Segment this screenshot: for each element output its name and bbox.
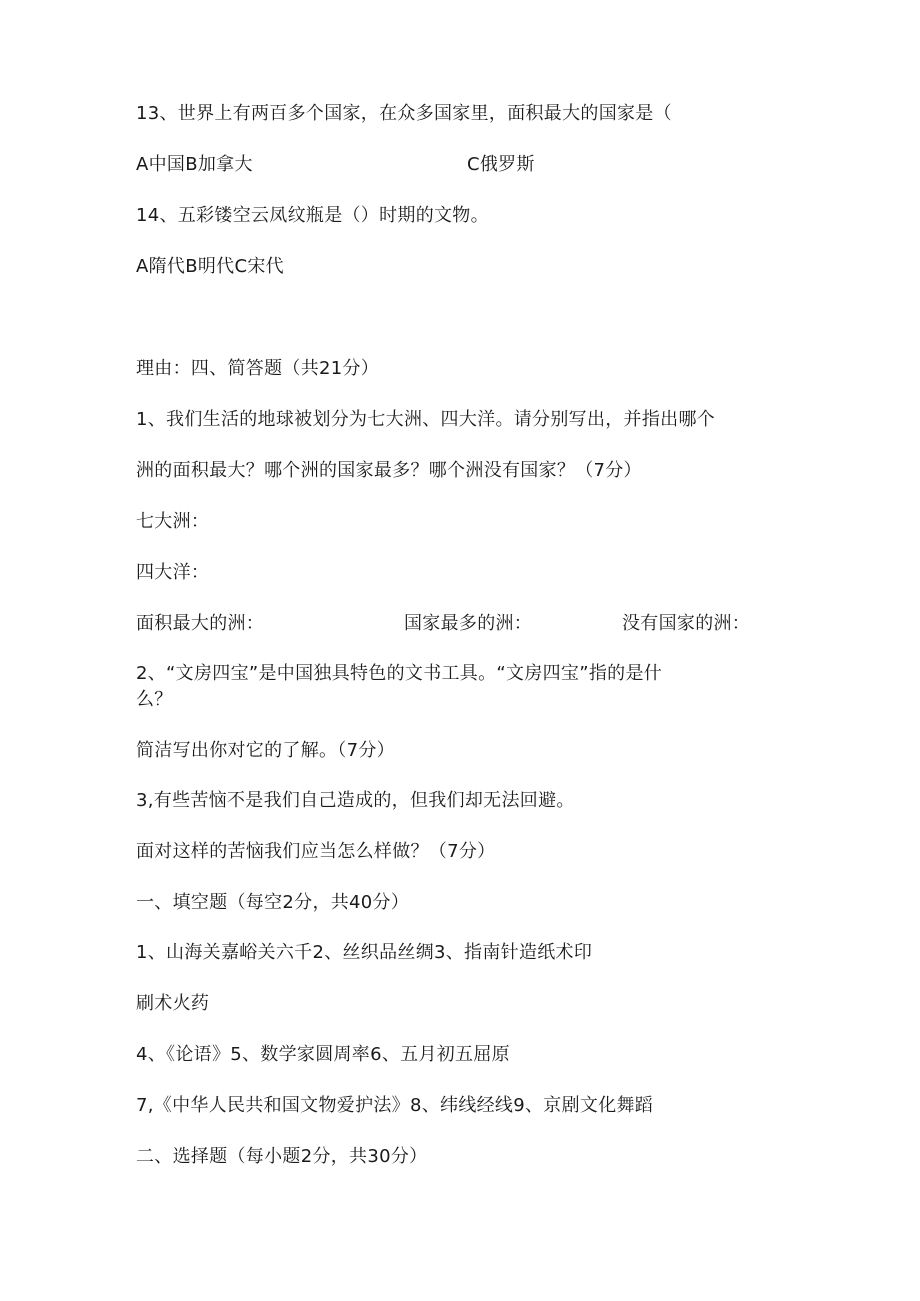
short-answer-q1-line2: 洲的面积最大？哪个洲的国家最多？哪个洲没有国家？（7分） xyxy=(136,460,642,481)
most-countries-label: 国家最多的洲： xyxy=(404,613,533,634)
short-answer-q3-line1: 3,有些苦恼不是我们自己造成的，但我们却无法回避。 xyxy=(136,790,575,811)
question-14-options: A隋代B明代C宋代 xyxy=(136,256,284,277)
question-13-option-c: C俄罗斯 xyxy=(467,154,535,175)
question-13: 13、世界上有两百多个国家，在众多国家里，面积最大的国家是（ xyxy=(136,103,672,124)
question-14: 14、五彩镂空云凤纹瓶是（）时期的文物。 xyxy=(136,205,489,226)
short-answer-q1-line1: 1、我们生活的地球被划分为七大洲、四大洋。请分别写出，并指出哪个 xyxy=(136,409,716,430)
short-answer-q2-line3: 简洁写出你对它的了解。（7分） xyxy=(136,740,395,761)
seven-continents-label: 七大洲： xyxy=(136,511,210,532)
four-oceans-label: 四大洋： xyxy=(136,562,210,583)
answers-fill-line2: 刷术火药 xyxy=(136,993,210,1014)
answers-choice-heading: 二、选择题（每小题2分，共30分） xyxy=(136,1146,428,1167)
largest-continent-label: 面积最大的洲： xyxy=(136,613,265,634)
short-answer-q3-line2: 面对这样的苦恼我们应当怎么样做？（7分） xyxy=(136,841,496,862)
answers-fill-heading: 一、填空题（每空2分，共40分） xyxy=(136,892,410,913)
short-answer-q2-line2: 么？ xyxy=(136,689,173,710)
answers-fill-line1: 1、山海关嘉峪关六千2、丝织品丝绸3、指南针造纸术印 xyxy=(136,942,593,963)
section-short-answer-heading: 理由：四、简答题（共21分） xyxy=(136,358,380,379)
answers-fill-line3: 4、《论语》5、数学家圆周率6、五月初五屈原 xyxy=(136,1044,510,1065)
short-answer-q2-line1: 2、“文房四宝”是中国独具特色的文书工具。“文房四宝”指的是什 xyxy=(136,663,663,684)
answers-fill-line4: 7,《中华人民共和国文物爱护法》8、纬线经线9、京剧文化舞蹈 xyxy=(136,1095,654,1116)
question-13-options-ab: A中国B加拿大 xyxy=(136,154,253,175)
no-countries-label: 没有国家的洲： xyxy=(622,613,751,634)
